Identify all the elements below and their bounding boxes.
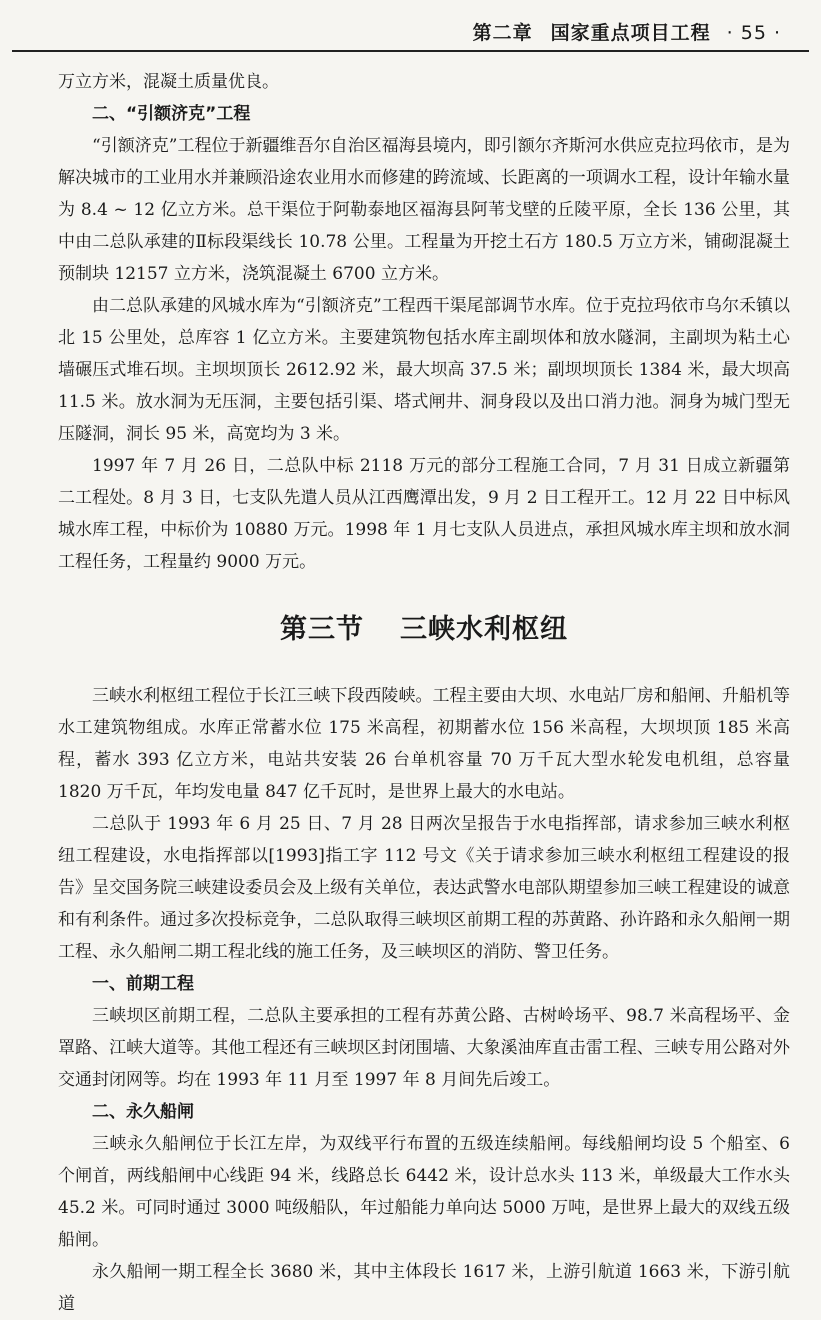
paragraph-sanxia-intro: 三峡水利枢纽工程位于长江三峡下段西陵峡。工程主要由大坝、水电站厂房和船闸、升船机等水工建筑物组成。水库正常蓄水位 175 米高程，初期蓄水位 156 米高程，大坝坝顶 185 米高程，蓄水 393 亿立方米，电站共安装 26 台单机容量 70 万千瓦大型水轮发电机组，总容量 1820 万千瓦，年均发电量 847 亿千瓦时，是世界上最大的水电站。 xyxy=(58,686,790,802)
section-name: 三峡水利枢纽 xyxy=(400,614,568,645)
paragraph-sanxia-bidding: 二总队于 1993 年 6 月 25 日、7 月 28 日两次呈报告于水电指挥部，请求参加三峡水利枢纽工程建设，水电指挥部以[1993]指工字 112 号文《关于请求参加三峡水利枢纽工程建设的报告》呈交国务院三峡建设委员会及上级有关单位，表达武警水电部队期望参加三峡工程建设的诚意和有利条件。通过多次投标竞争，二总队取得三峡坝区前期工程的苏黄路、孙许路和永久船闸一期工程、永久船闸二期工程北线的施工任务，及三峡坝区的消防、警卫任务。 xyxy=(58,814,790,962)
subheading-qianqi: 一、前期工程 xyxy=(92,974,194,994)
paragraph-chuanzha-intro: 三峡永久船闸位于长江左岸，为双线平行布置的五级连续船闸。每线船闸均设 5 个船室、6 个闸首，两线船闸中心线距 94 米，线路总长 6442 米，设计总水头 113 米，单级最大工作水头 45.2 米。可同时通过 3000 吨级船队，年过船能力单向达 5000 万吨，是世界上最大的双线五级船闸。 xyxy=(58,1134,790,1250)
page-body xyxy=(58,66,790,1320)
chapter-title: 国家重点项目工程 xyxy=(550,22,711,44)
paragraph-fengcheng-reservoir: 由二总队承建的风城水库为“引额济克”工程西干渠尾部调节水库。位于克拉玛依市乌尔禾镇以北 15 公里处，总库容 1 亿立方米。主要建筑物包括水库主副坝体和放水隧洞，主副坝为粘土心墙碾压式堆石坝。主坝坝顶长 2612.92 米，最大坝高 37.5 米；副坝坝顶长 1384 米，最大坝高 11.5 米。放水洞为无压洞，主要包括引渠、塔式闸井、洞身段以及出口消力池。洞身为城门型无压隧洞，洞长 95 米，高宽均为 3 米。 xyxy=(58,296,790,444)
subheading-chuanzha: 二、永久船闸 xyxy=(92,1102,194,1122)
section-title xyxy=(58,610,790,650)
paragraph-chuanzha-phase1: 永久船闸一期工程全长 3680 米，其中主体段长 1617 米，上游引航道 1663 米，下游引航道 xyxy=(58,1262,790,1314)
running-header xyxy=(12,14,809,52)
paragraph-yinejike-intro: “引额济克”工程位于新疆维吾尔自治区福海县境内，即引额尔齐斯河水供应克拉玛依市，是为解决城市的工业用水并兼顾沿途农业用水而修建的跨流域、长距离的一项调水工程，设计年输水量为 8.4 ~ 12 亿立方米。总干渠位于阿勒泰地区福海县阿苇戈壁的丘陵平原，全长 136 公里，其中由二总队承建的Ⅱ标段渠线长 10.78 公里。工程量为开挖土石方 180.5 万立方米，铺砌混凝土预制块 12157 立方米，浇筑混凝土 6700 立方米。 xyxy=(58,136,790,284)
chapter-heading xyxy=(473,18,781,45)
chapter-label: 第二章 xyxy=(472,22,533,44)
subheading-yinejike: 二、“引额济克”工程 xyxy=(92,104,251,124)
page-number: · 55 · xyxy=(726,22,781,44)
section-label: 第三节 xyxy=(280,614,364,645)
paragraph-qianqi: 三峡坝区前期工程，二总队主要承担的工程有苏黄公路、古树岭场平、98.7 米高程场平、金罩路、江峡大道等。其他工程还有三峡坝区封闭围墙、大象溪油库直击雷工程、三峡专用公路对外交通封闭网等。均在 1993 年 11 月至 1997 年 8 月间先后竣工。 xyxy=(58,1006,790,1090)
paragraph-yinejike-timeline: 1997 年 7 月 26 日，二总队中标 2118 万元的部分工程施工合同，7 月 31 日成立新疆第二工程处。8 月 3 日，七支队先遣人员从江西鹰潭出发，9 月 2 日工程开工。12 月 22 日中标风城水库工程，中标价为 10880 万元。1998 年 1 月七支队人员进点，承担风城水库主坝和放水洞工程任务，工程量约 9000 万元。 xyxy=(58,456,790,572)
paragraph-continuation: 万立方米，混凝土质量优良。 xyxy=(58,72,279,92)
